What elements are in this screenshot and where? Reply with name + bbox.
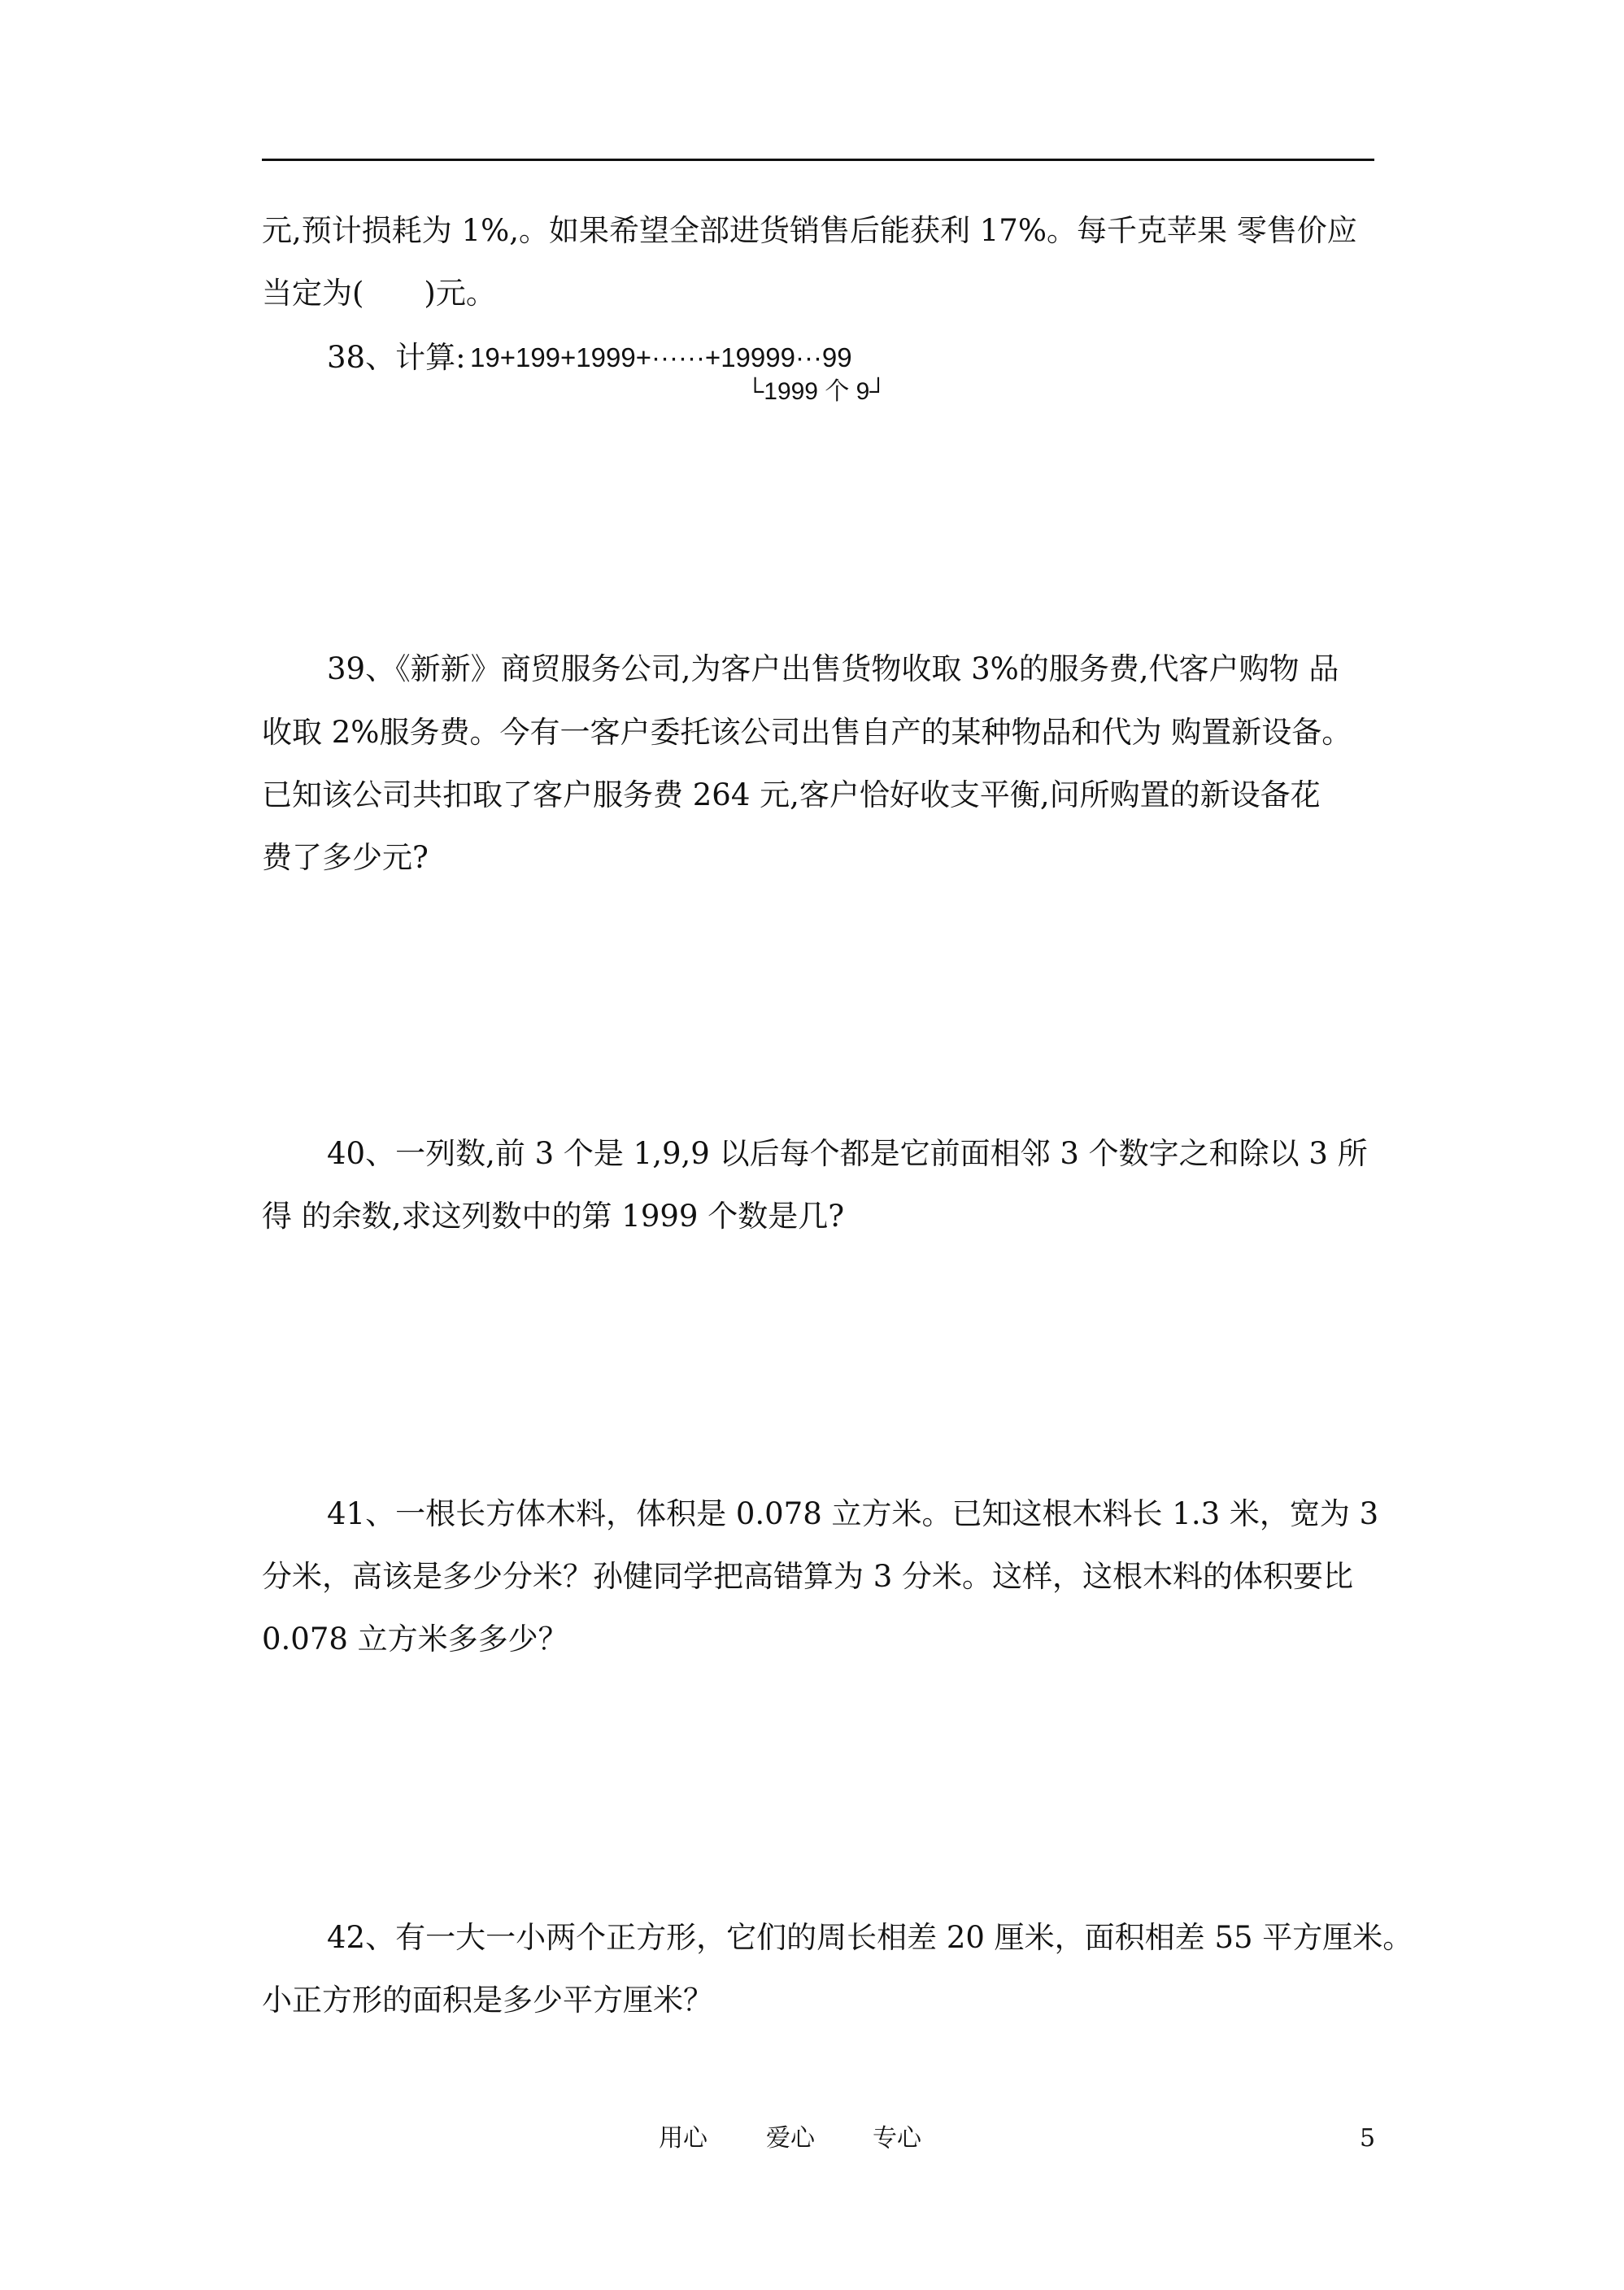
- q39-text-line-4: 费了多少元?: [262, 840, 429, 875]
- q41-text-line-3: 0.078 立方米多多少？: [262, 1622, 568, 1657]
- q39-text-line-3: 已知该公司共扣取了客户服务费 264 元,客户恰好收支平衡,问所购置的新设备花: [262, 777, 1321, 812]
- q39-text-line-2: 收取 2%服务费。今有一客户委托该公司出售自产的某种物品和代为 购置新设备。: [262, 715, 1352, 750]
- q42-text-line-2: 小正方形的面积是多少平方厘米？: [262, 1983, 713, 2018]
- footer-motto-3: 专心: [873, 2124, 921, 2153]
- q41-text-line-2: 分米，高该是多少分米？孙健同学把高错算为 3 分米。这样，这根木料的体积要比: [262, 1559, 1354, 1594]
- q38-underbrace-label: └1999 个 9┘: [747, 378, 887, 405]
- footer-motto-2: 爱心: [766, 2124, 815, 2153]
- q37-text-line-1: 元,预计损耗为 1%,。如果希望全部进货销售后能获利 17%。每千克苹果 零售价应: [262, 213, 1357, 248]
- q40-text-line-1: 40、一列数,前 3 个是 1,9,9 以后每个都是它前面相邻 3 个数字之和除以 3 所: [327, 1136, 1368, 1171]
- q40-text-line-2: 得 的余数,求这列数中的第 1999 个数是几?: [262, 1199, 845, 1234]
- footer-motto-1: 用心: [659, 2124, 708, 2153]
- page-number: 5: [1360, 2124, 1376, 2153]
- header-rule: [262, 159, 1374, 161]
- q41-text-line-1: 41、一根长方体木料，体积是 0.078 立方米。已知这根木料长 1.3 米，宽为 3: [327, 1496, 1379, 1531]
- q37-text-line-2: 当定为( )元。: [262, 276, 496, 311]
- q42-text-line-1: 42、有一大一小两个正方形，它们的周长相差 20 厘米，面积相差 55 平方厘米。: [327, 1920, 1413, 1955]
- q38-prefix: 38、计算:: [327, 340, 466, 375]
- q38-expression: 19+199+1999+······+19999···99: [470, 342, 852, 372]
- q39-text-line-1: 39、《新新》商贸服务公司,为客户出售货物收取 3%的服务费,代客户购物 品: [327, 651, 1339, 686]
